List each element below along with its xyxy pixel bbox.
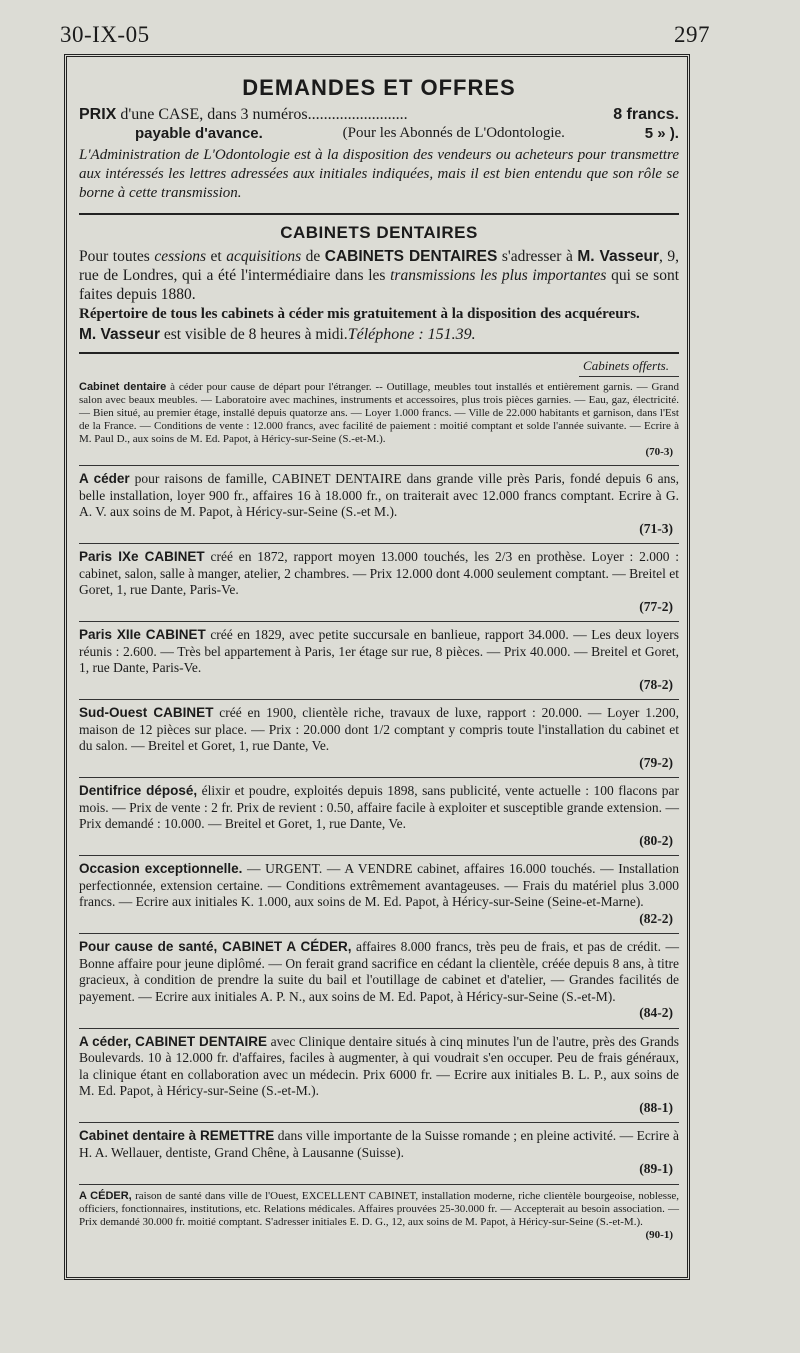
ad-body [79, 861, 679, 911]
ad-lead: Occasion exceptionnelle. [79, 861, 243, 876]
cab-text-b: et [206, 248, 227, 265]
divider [79, 621, 679, 622]
ad-text: avec Clinique dentaire situés à cinq minutes l'un de l'autre, près des Grands Boulevards. 10 à 12.000 fr. d'affaires, faciles à augmenter, à qui voudrait s'en occuper. Peu de frais généraux, la clinique étant en collaboration avec un médecin. Prix 6000 fr. — Ecrire aux initiales B. L. P., aux soins de M. Ed. Papot, à Héricy-sur-Seine (S.-et-M.). [79, 1033, 680, 1098]
ad-lead: A céder [79, 471, 130, 486]
cab-text-e: , 9, rue de Londres, qui a été l'intermédiaire dans les [79, 248, 679, 284]
ad-item [79, 471, 679, 537]
ad-item [79, 783, 679, 849]
divider [79, 933, 679, 934]
ad-lead: Paris XIIe CABINET [79, 627, 206, 642]
ads-list [79, 381, 679, 1242]
cab-text-f: qui se sont faites depuis 1880. [79, 267, 679, 303]
ad-lead: A céder, CABINET DENTAIRE [79, 1033, 268, 1049]
divider [79, 543, 679, 544]
ad-code: (77-2) [639, 598, 673, 614]
ad-lead: Dentifrice déposé, [79, 783, 198, 798]
ad-text: élixir et poudre, exploités depuis 1898, sans publicité, vente actuelle : 100 flacons par mois. — Prix de vente : 2 fr. Prix de revient : 0.50, affaire facile à exploiter et susceptible grande extension. — Prix demandé : 10.000. — Breitel et Goret, 1, rue Dante, Ve. [79, 783, 680, 831]
offers-label: Cabinets offerts. [583, 358, 669, 373]
ad-body [79, 705, 679, 755]
divider [79, 777, 679, 778]
ad-code: (79-2) [639, 754, 673, 770]
admin-note: L'Administration de L'Odontologie est à la disposition des vendeurs ou acheteurs pour transmettre aux intéressés les lettres adressées aux initiales indiquées, mais il est bien entendu que son rôle se borne à cette transmission. [79, 147, 679, 201]
divider [79, 699, 679, 700]
ad-item [79, 861, 679, 927]
ad-body [79, 939, 679, 1005]
ad-body [79, 471, 679, 521]
ad-item [79, 1190, 679, 1242]
ad-lead: Paris IXe CABINET [79, 549, 205, 564]
ad-body [79, 1128, 679, 1161]
price-subscribers: (Pour les Abonnés de L'Odontologie. [342, 125, 565, 141]
visit-line [79, 326, 679, 344]
ad-item [79, 381, 679, 459]
ad-body [79, 381, 679, 446]
ad-body [79, 1190, 679, 1229]
ad-lead: Cabinet dentaire [79, 381, 167, 393]
ad-item [79, 1128, 679, 1178]
ad-text: créé en 1872, rapport moyen 13.000 touchés, les 2/3 en prothèse. Loyer : 2.000 : cabinet, salon, salle à manger, atelier, 2 chambres. — Prix 12.000 dont 4.000 seulement comptant. — Breitel et Goret, 1, rue Dante, Paris-Ve. [79, 549, 679, 597]
ad-item [79, 705, 679, 771]
ad-item [79, 939, 679, 1022]
price-line1: d'une CASE, dans 3 numéros......................... [116, 106, 408, 123]
ad-text: créé en 1829, avec petite succursale en banlieue, rapport 34.000. — Les deux loyers réunis : 2.600. — Très bel appartement à Paris, 1er étage sur rue, 8 pièces. — Prix 40.000. — Breitel et Goret, 1, rue Dante, Paris-Ve. [79, 627, 679, 675]
price-amount-1: 8 francs. [613, 106, 679, 123]
cab-transmissions: transmissions les plus importantes [390, 267, 607, 284]
page-header [60, 22, 710, 52]
visit-text: est visible de 8 heures à midi. [160, 326, 348, 343]
ad-lead: A CÉDER, [79, 1189, 132, 1202]
divider [79, 213, 679, 215]
cab-cabinets: CABINETS DENTAIRES [324, 248, 498, 265]
price-payable: payable d'avance. [135, 125, 263, 142]
ad-code: (78-2) [639, 676, 673, 692]
divider [579, 376, 679, 377]
ad-text: affaires 8.000 francs, très peu de frais, et pas de crédit. — Bonne affaire pour jeune diplômé. — On ferait grand sacrifice en cédant la clientèle, créée depuis 8 ans, à titre gracieux, à condition de prendre la suite du bail et l'outillage de cabinet et d'atelier, — Grandes facilités de payement. — Ecrire aux initiales A. P. N., aux soins de M. Ed. Papot, à Héricy-sur-Seine (S.-et-M). [79, 939, 679, 1004]
visit-telephone: Téléphone : 151.39. [347, 326, 476, 343]
ad-text: à céder pour cause de départ pour l'étranger. -- Outillage, meubles tout installés et entièrement garnis. — Grand salon avec beaux meubles. — Laboratoire avec machines, instruments et accessoires, plus trois pièces garnies. — Eau, gaz, électricité. — Bien situé, au premier étage, installé depuis quatorze ans. — Loyer 1.000 francs. — Ville de 22.000 habitants et garnison, dans l'Est de la France. — Conditions de vente : 12.000 francs, avec facilité de paiement : moitié comptant et solde l'année suivante. — Ecrire à M. Paul D., aux soins de M. Ed. Papot, à Héricy-sur-Seine (S.-et-M.). [79, 381, 679, 445]
ad-item [79, 627, 679, 693]
divider [79, 352, 679, 354]
ad-text: dans ville importante de la Suisse romande ; en pleine activité. — Ecrire à H. A. Wellauer, dentiste, Grand Chêne, à Lausanne (Suisse). [79, 1128, 679, 1160]
ad-code: (90-1) [645, 1228, 673, 1241]
ad-code: (80-2) [639, 832, 673, 848]
price-block [79, 105, 679, 143]
visit-name: M. Vasseur [79, 326, 160, 343]
cab-text-c: de [301, 248, 325, 265]
cabinets-paragraph [79, 247, 679, 304]
ad-code: (71-3) [639, 520, 673, 536]
ad-item [79, 549, 679, 615]
cabinets-title: CABINETS DENTAIRES [280, 223, 478, 242]
issue-date: 30-IX-05 [60, 22, 150, 47]
cab-text-a: Pour toutes [79, 248, 155, 265]
ad-body [79, 627, 679, 677]
ad-item [79, 1034, 679, 1117]
ad-lead: Pour cause de santé, CABINET A CÉDER, [79, 939, 352, 954]
divider [79, 1184, 679, 1185]
page-number: 297 [674, 22, 710, 47]
ad-code: (82-2) [639, 910, 673, 926]
ad-text: créé en 1900, clientèle riche, travaux de luxe, rapport : 20.000. — Loyer 1.200, maison de 12 pièces sur place. — Prix : 20.000 dont 1/2 comptant y compris toute l'installation du cabinet et du salon. — Breitel et Goret, 1, rue Dante, Ve. [79, 705, 679, 753]
ad-text: raison de santé dans ville de l'Ouest, EXCELLENT CABINET, installation moderne, riche clientèle bourgeoise, noblesse, officiers, fonctionnaires, institutions, etc. Relations médicales. Affaires prouvées 25-30.000 fr. — Accepterait au besoin association. — Prix demandé 30.000 fr. moitié comptant. S'adresser initiales E. D. G., 12, aux soins de M. Papot, à Héricy-sur-Seine (S.-et-M.). [79, 1189, 680, 1228]
divider [79, 1122, 679, 1123]
ad-text: — URGENT. — A VENDRE cabinet, affaires 16.000 touchés. — Installation perfectionnée, extension certaine. — Conditions extrêmement avantageuses. — Frais du matériel plus 3.000 francs. — Ecrire aux initiales K. 1.000, aux soins de M. Ed. Papot, à Héricy-sur-Seine (Seine-et-Marne). [79, 861, 679, 909]
page-title: DEMANDES ET OFFRES [242, 75, 516, 100]
price-amount-2: 5 » ). [644, 125, 679, 142]
ad-lead: Sud-Ouest CABINET [79, 705, 214, 720]
repertoire-note: Répertoire de tous les cabinets à céder mis gratuitement à la disposition des acquéreurs. [79, 306, 640, 322]
ad-lead: Cabinet dentaire à REMETTRE [79, 1128, 275, 1143]
ad-code: (84-2) [639, 1005, 673, 1020]
ad-body [79, 549, 679, 599]
divider [79, 465, 679, 466]
ad-body [79, 783, 679, 833]
cab-text-d: s'adresser à [497, 248, 578, 265]
cab-acquisitions: acquisitions [226, 248, 302, 265]
divider [79, 855, 679, 856]
divider [79, 1028, 679, 1029]
cab-name: M. Vasseur [577, 248, 659, 265]
classifieds-frame [64, 54, 690, 1280]
ad-code: (88-1) [639, 1099, 673, 1115]
ad-code: (89-1) [639, 1161, 673, 1176]
ad-text: pour raisons de famille, CABINET DENTAIRE dans grande ville près Paris, fondé depuis 6 ans, belle installation, loyer 900 fr., affaires 16 à 18.000 fr., on traiterait avec 12.000 francs comptant. Ecrire à G. A. V. aux soins de M. Papot, à Héricy-sur-Seine (S.-et M.). [79, 471, 679, 519]
price-lead: PRIX [79, 106, 117, 123]
ad-body [79, 1034, 679, 1100]
ad-code: (70-3) [645, 446, 673, 458]
cab-cessions: cessions [154, 248, 206, 265]
